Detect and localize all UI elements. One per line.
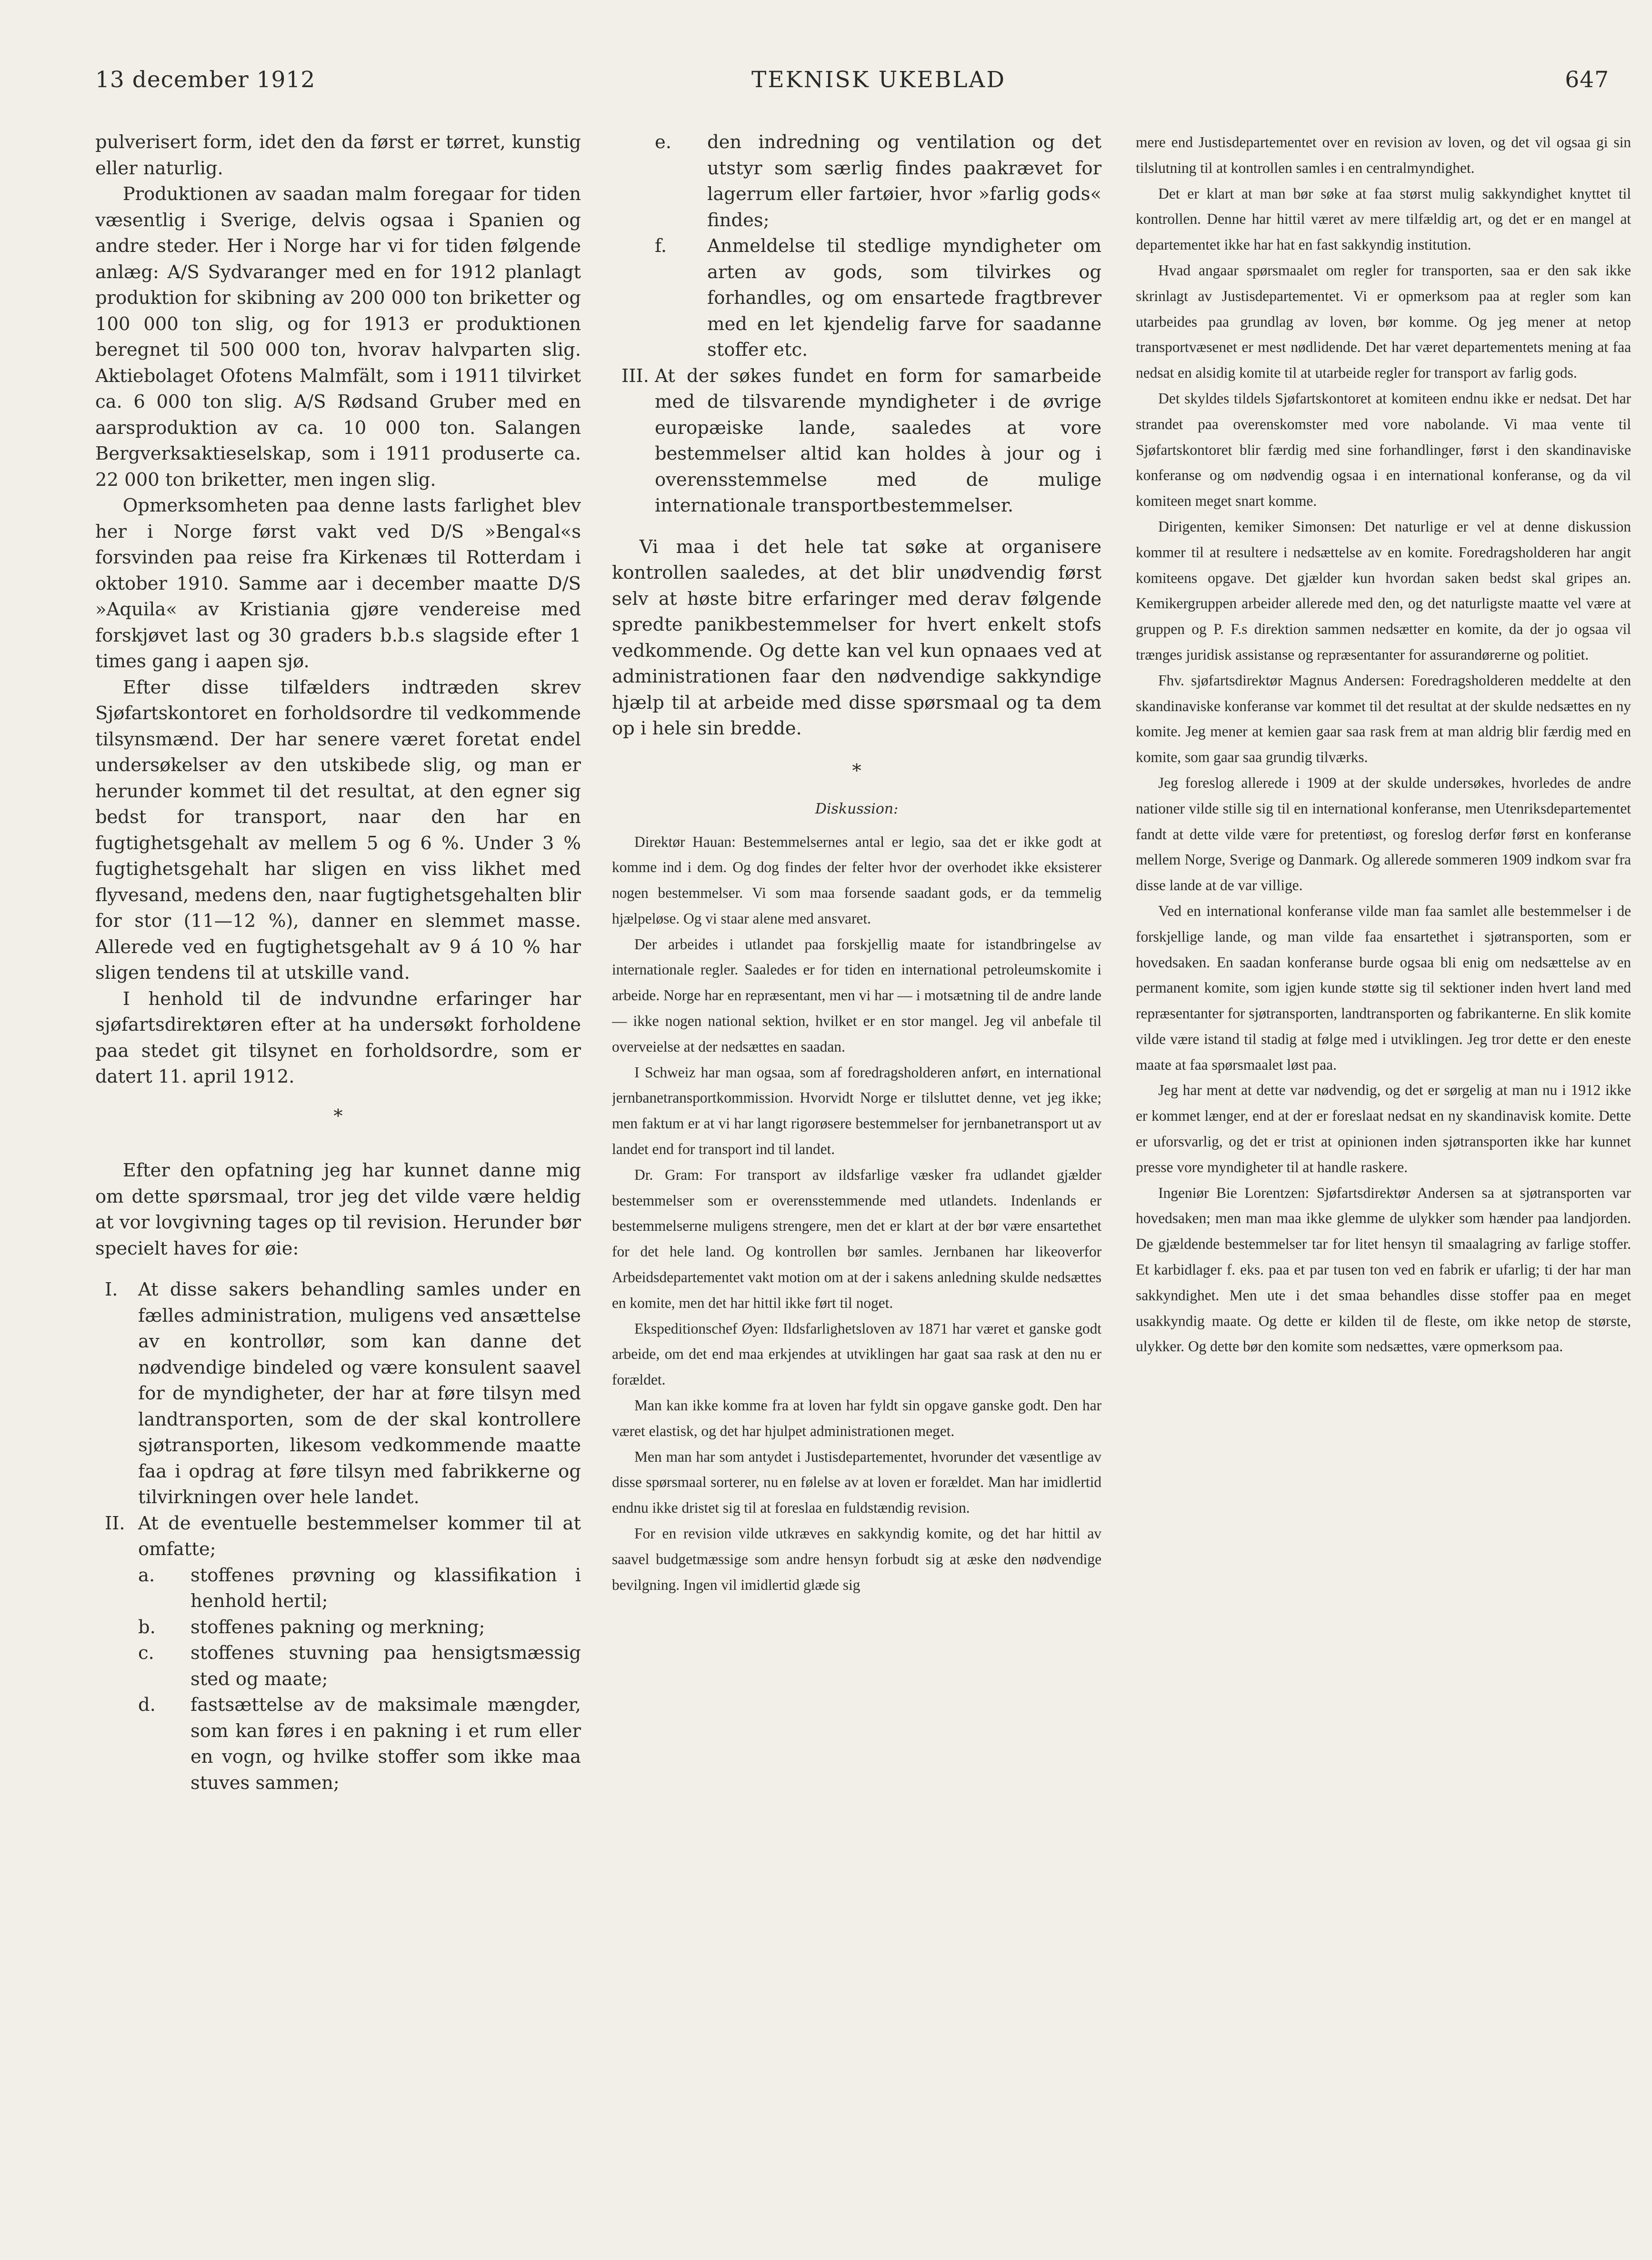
list-item (95, 1511, 581, 1797)
list-text: At der søkes fundet en form for samarbeide med de tilsvarende myndigheter i de øvrige europæiske lande, saaledes at vore bestemmelser altid kan holdes à jour og i overensstemmelse med de mulige internationale transportbestemmelser. (655, 365, 1101, 516)
sub-text: stoffenes stuvning paa hensigtsmæssig sted og maate; (190, 1642, 581, 1690)
section-separator: * (333, 1105, 343, 1127)
paragraph: Men man har som antydet i Justisdepartementet, hvorunder det væsentlige av disse spørsmaal sorterer, nu en følelse av at loven er forældet. Man har imidlertid endnu ikke dristet sig til at foreslaa en fuldstændig revision. (612, 1448, 1101, 1517)
list-text: At disse sakers behandling samles under en fælles administration, muligens ved ansættelse av en kontrollør, som kan danne det nødvendige bindeled og være konsulent saavel for de myndigheter, der har at føre tilsyn med landtransporten, som de der skal kontrollere sjøtransporten, likesom vedkommende maatte faa i opdrag at føre tilsyn med fabrikkerne og tilvirkningen over hele landet. (138, 1279, 581, 1508)
column-1 (95, 130, 581, 1796)
paragraph: Dr. Gram: For transport av ildsfarlige væsker fra udlandet gjælder bestemmelser som er overensstemmende med utlandets. Indenlands er bestemmelserne muligens strengere, men det er klart at der bør være ensartethet for det hele land. Og kontrollen bør samles. Jernbanen har likeoverfor Arbeidsdepartementet vakt motion om at der i sakens anledning skulde nedsættes en komite, men det har hittil ikke ført til noget. (612, 1166, 1101, 1311)
list-text (138, 1511, 581, 1797)
sub-text: stoffenes pakning og merkning; (190, 1616, 485, 1638)
paragraph: Direktør Hauan: Bestemmelsernes antal er legio, saa det er ikke godt at komme ind i dem. Og dog findes der felter hvor der overhodet ikke eksisterer nogen bestemmelser. Vi som maa forsende saadant gods, er da temmelig hjælpeløse. Og vi staar alene med ansvaret. (612, 833, 1101, 927)
column-2 (612, 130, 1101, 1597)
paragraph: pulverisert form, idet den da først er tørret, kunstig eller naturlig. (95, 131, 581, 179)
section-separator: * (852, 760, 861, 782)
paragraph: Jeg har ment at dette var nødvendig, og det er sørgelig at man nu i 1912 ikke er kommet længer, end at der er foreslaat nedsat en ny skandinavisk komite. Dette er uforsvarlig, og det er trist at opinionen inden sjøtransporten ikke har kunnet presse vore myndigheter til at handle raskere. (1136, 1082, 1631, 1175)
paragraph: Det er klart at man bør søke at faa størst mulig sakkyndighet knyttet til kontrollen. Denne har hittil været av mere tilfældig art, og det er en mangel at departementet ikke har hat en fast sakkyndig institution. (1136, 185, 1631, 253)
paragraph: Fhv. sjøfartsdirektør Magnus Andersen: Foredragsholderen meddelte at den skandinaviske konferanse var kommet til det resultat at der skulde nedsættes en ny komite. Jeg mener at kemien gaar saa rask frem at man aldrig blir færdig med en komite, som gaar saa grundig tilværks. (1136, 672, 1631, 766)
sub-text: Anmeldelse til stedlige myndigheter om arten av gods, som tilvirkes og forhandles, og om ensartede fragtbrever med en let kjendelig farve for saadanne stoffer etc. (707, 235, 1101, 361)
paragraph: Hvad angaar spørsmaalet om regler for transporten, saa er den sak ikke skrinlagt av Justisdepartementet. Vi er opmerksom paa at regler som kan utarbeides paa grundlag av loven, bør komme. Og jeg mener at netop transportvæsenet er mest nødlidende. Det har været departementets mening at faa nedsat en alsidig komite til at utarbeide regler for transport av farlig gods. (1136, 261, 1631, 382)
running-head (95, 67, 1628, 105)
list-marker: III. (621, 365, 649, 387)
list-item (95, 1277, 581, 1511)
paragraph: Vi maa i det hele tat søke at organisere kontrollen saaledes, at det blir unødvendig først selv at høste bitre erfaringer med derav følgende spredte panikbestemmelser for hvert enkelt stofs vedkommende. Og dette kan vel kun opnaaes ved at administrationen faar den nødvendige sakkyndige hjælp til at arbeide med disse spørsmaal og ta dem op i hele sin bredde. (612, 536, 1101, 739)
sub-item (138, 1615, 581, 1641)
list-marker: II. (105, 1512, 125, 1534)
issue-date: 13 december 1912 (95, 67, 316, 93)
sub-item (138, 1640, 581, 1692)
sub-marker: b. (138, 1616, 156, 1638)
publication-title: TEKNISK UKEBLAD (751, 67, 1006, 93)
paragraph: Efter den opfatning jeg har kunnet danne mig om dette spørsmaal, tror jeg det vilde være heldig at vor lovgivning tages op til revision. Herunder bør specielt haves for øie: (95, 1160, 581, 1259)
sub-marker: d. (138, 1694, 156, 1716)
paragraph: Jeg foreslog allerede i 1909 at der skulde undersøkes, hvorledes de andre nationer vilde stille sig til en international konferanse, men Utenriksdepartementet fandt at dette vilde være for pretentiøst, og foreslog derfør først en konferanse mellem Norge, Sverige og Danmark. Og allerede sommeren 1909 indkom svar fra disse lande at de var villige. (1136, 774, 1631, 894)
list-marker: I. (105, 1279, 118, 1300)
paragraph: Produktionen av saadan malm foregaar for tiden væsentlig i Sverige, delvis ogsaa i Spanien og andre steder. Her i Norge har vi for tiden følgende anlæg: A/S Sydvaranger med en for 1912 planlagt produktion for skibning av 200 000 ton briketter og 100 000 ton slig, og for 1913 er produktionen beregnet til 500 000 ton, hvorav halvparten slig. Aktiebolaget Ofotens Malmfält, som i 1911 tilvirket ca. 6 000 ton slig. A/S Rødsand Gruber med en aarsproduktion av ca. 10 000 ton. Salangen Bergverksaktieselskap, som i 1911 produserte ca. 22 000 ton briketter, men ingen slig. (95, 183, 581, 491)
sub-text: fastsættelse av de maksimale mængder, som kan føres i en pakning i et rum eller en vogn, og hvilke stoffer som ikke maa stuves sammen; (190, 1694, 581, 1794)
sub-item (138, 1692, 581, 1796)
paragraph: Ekspeditionschef Øyen: Ildsfarlighetsloven av 1871 har været et ganske godt arbeide, om det end maa erkjendes at utviklingen har gaat saa rask at den nu er forældet. (612, 1320, 1101, 1388)
list-text-lead: At de eventuelle bestemmelser kommer til at omfatte; (138, 1512, 581, 1560)
paragraph: Det skyldes tildels Sjøfartskontoret at komiteen endnu ikke er nedsat. Det har strandet paa overenskomster med vore nabolande. Vi maa vente til Sjøfartskontoret blir færdig med sine forhandlinger, først i den skandinaviske konferanse og om nødvendig ogsaa i en international konferanse, og da vil komiteen meget snart komme. (1136, 390, 1631, 510)
sub-item (138, 1563, 581, 1615)
paragraph: Man kan ikke komme fra at loven har fyldt sin opgave ganske godt. Den har været elastisk, og det har hjulpet administrationen meget. (612, 1397, 1101, 1439)
paragraph: I Schweiz har man ogsaa, som af foredragsholderen anført, en international jernbanetransportkommission. Hvorvidt Norge er tilsluttet denne, vet jeg ikke; men faktum er at vi har langt rigorøsere bestemmelser for jernbanetransport ut av landet end for transport ind til landet. (612, 1064, 1101, 1158)
page-number: 647 (1565, 67, 1609, 93)
paragraph: Der arbeides i utlandet paa forskjellig maate for istandbringelse av internationale regler. Saaledes er for tiden en international petroleumskomite i arbeide. Norge har en repræsentant, men vi har — i motsætning til de andre lande — ikke nogen national sektion, hvilket er en stor mangel. Jeg vil anbefale til overveielse at der nedsættes en saadan. (612, 935, 1101, 1055)
sub-marker: e. (655, 131, 672, 153)
discussion-heading: Diskussion: (815, 801, 899, 817)
paragraph: Ingeniør Bie Lorentzen: Sjøfartsdirektør Andersen sa at sjøtransporten var hovedsaken; men man maa ikke glemme de ulykker som hænder paa landjorden. De gjældende bestemmelser tar for litet hensyn til smaalagring av farlige stoffer. Et karbidlager f. eks. paa et par tusen ton ved en fabrik er ufarlig; ti der har man sakkyndighet. Men ute i det smaa behandles disse stoffer paa en meget usakkyndig maate. Og dette er kilden til de fleste, om ikke netop de største, ulykker. Og dette bør den komite som nedsættes, være opmerksom paa. (1136, 1184, 1631, 1355)
paragraph: Dirigenten, kemiker Simonsen: Det naturlige er vel at denne diskussion kommer til at resultere i nedsættelse av en komite. Foredragsholderen har angit komiteens opgave. Det gjælder kun hvordan saken bedst skal gripes an. Kemikergruppen arbeider allerede med den, og det naturligste maatte vel være at gruppen og P. F.s direktion sammen nedsætter en komite, da der jo ogsaa vil trænges juridisk assistanse og repræsentanter for assurandørerne og politiet. (1136, 518, 1631, 663)
paragraph: Efter disse tilfælders indtræden skrev Sjøfartskontoret en forholdsordre til vedkommende tilsynsmænd. Der har senere været foretat endel undersøkelser av den utskibede slig, og man er herunder kommet til det resultat, at den egner sig bedst for transport, naar den har en fugtighetsgehalt av mellem 5 og 6 %. Under 3 % fugtighetsgehalt har sligen en viss likhet med flyvesand, medens den, naar fugtighetsgehalten blir for stor (11—12 %), danner en slemmet masse. Allerede ved en fugtighetsgehalt av 9 á 10 % har sligen tendens til at utskille vand. (95, 676, 581, 984)
sub-text: stoffenes prøvning og klassifikation i henhold hertil; (190, 1564, 581, 1612)
paragraph: Opmerksomheten paa denne lasts farlighet blev her i Norge først vakt ved D/S »Bengal«s forsvinden paa reise fra Kirkenæs til Rotterdam i oktober 1910. Samme aar i december maatte D/S »Aquila« av Kristiania gjøre vendereise med forskjøvet last og 30 graders b.b.s slagside efter 1 times gang i aapen sjø. (95, 495, 581, 672)
paragraph: For en revision vilde utkræves en sakkyndig komite, og det har hittil av saavel budgetmæssige som andre hensyn forbudt sig at æske den nødvendige bevilgning. Ingen vil imidlertid glæde sig (612, 1525, 1101, 1593)
paragraph: I henhold til de indvundne erfaringer har sjøfartsdirektøren efter at ha undersøkt forholdene paa stedet git tilsynet en forholdsordre, som er datert 11. april 1912. (95, 988, 581, 1087)
sub-item (612, 233, 1101, 363)
paragraph: Ved en international konferanse vilde man faa samlet alle bestemmelser i de forskjellige lande, og man vilde faa ensartethet i sjøtransporten, som er hovedsaken. En saadan konferanse burde ogsaa bli enig om nedsættelse av en permanent komite, som igjen kunde støtte sig til sektioner inden hvert land med repræsentanter for sjøtransporten, landtransporten og fabrikanterne. En slik komite vilde være istand til stadig at følge med i utviklingen. Jeg tror dette er den eneste maate at faa spørsmaalet løst paa. (1136, 902, 1631, 1073)
sub-marker: a. (138, 1564, 155, 1586)
sub-text: den indredning og ventilation og det utstyr som særlig findes paakrævet for lagerrum eller fartøier, hvor »farlig gods« findes; (707, 131, 1101, 231)
list-item (612, 363, 1101, 519)
sub-marker: f. (655, 235, 667, 257)
column-3 (1136, 130, 1631, 1359)
paragraph: mere end Justisdepartementet over en revision av loven, og det vil ogsaa gi sin tilslutning til at kontrollen samles i en centralmyndighet. (1136, 134, 1631, 176)
sub-item (612, 130, 1101, 233)
discussion-text (612, 829, 1101, 1598)
sub-marker: c. (138, 1642, 154, 1664)
